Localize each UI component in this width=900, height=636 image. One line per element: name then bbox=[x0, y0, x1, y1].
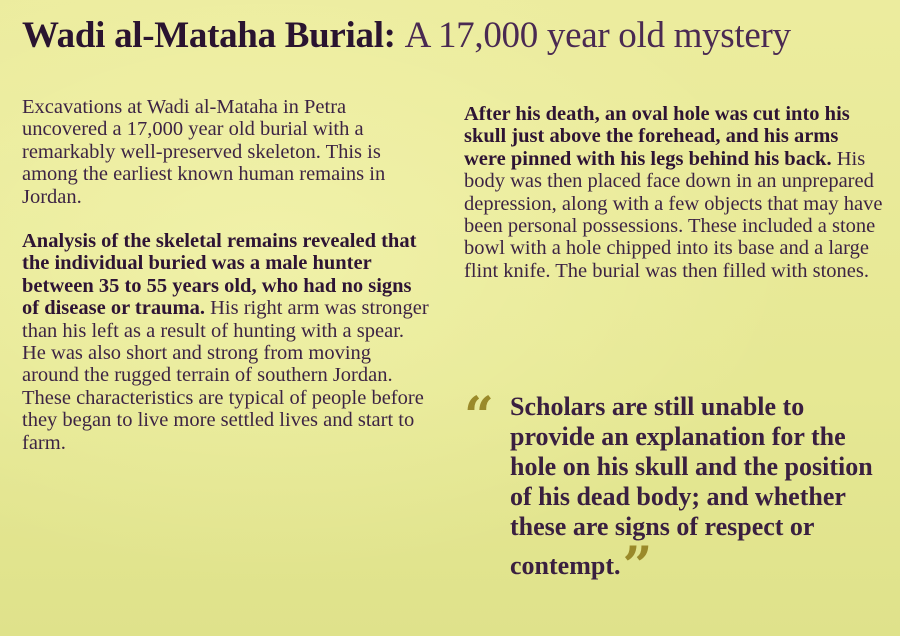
burial-paragraph bbox=[464, 103, 884, 282]
right-column bbox=[464, 103, 884, 282]
quote-body bbox=[464, 386, 884, 597]
title-main: Wadi al-Mataha Burial: bbox=[22, 15, 396, 56]
intro-paragraph: Excavations at Wadi al-Mataha in Petra uncovered a 17,000 year old burial with a remarkably well-preserved skeleton. This is among the earliest known human remains in Jordan. bbox=[22, 96, 386, 208]
analysis-paragraph bbox=[22, 230, 432, 454]
burial-bold-text: After his death, an oval hole was cut into his skull just above the forehead, and his arms were pinned with his legs behind his back. bbox=[464, 103, 850, 170]
quote-text: Scholars are still unable to provide an explanation for the hole on his skull and the position of his dead body; and whether these are signs of respect or contempt. bbox=[510, 392, 873, 580]
pull-quote bbox=[464, 386, 884, 597]
panel-title bbox=[22, 14, 791, 58]
close-quote-mark: ” bbox=[622, 536, 653, 597]
analysis-bold-text: Analysis of the skeletal remains revealed that the individual buried was a male hunter between 35 to 55 years old, who had no signs of disease or trauma. bbox=[22, 230, 417, 320]
open-quote-mark: “ bbox=[464, 386, 494, 447]
analysis-text: His right arm was stronger than his left as a result of hunting with a spear. He was also short and strong from moving around the rugged terrain of southern Jordan. These characteristics are typical of people before they began to live more settled lives and start to farm. bbox=[22, 297, 429, 454]
title-subtitle: A 17,000 year old mystery bbox=[404, 15, 791, 56]
burial-text: His body was then placed face down in an unprepared depression, along with a few objects that may have been personal possessions. These included a stone bowl with a hole chipped into its base and a large flint knife. The burial was then filled with stones. bbox=[464, 147, 883, 282]
left-column bbox=[22, 96, 432, 454]
